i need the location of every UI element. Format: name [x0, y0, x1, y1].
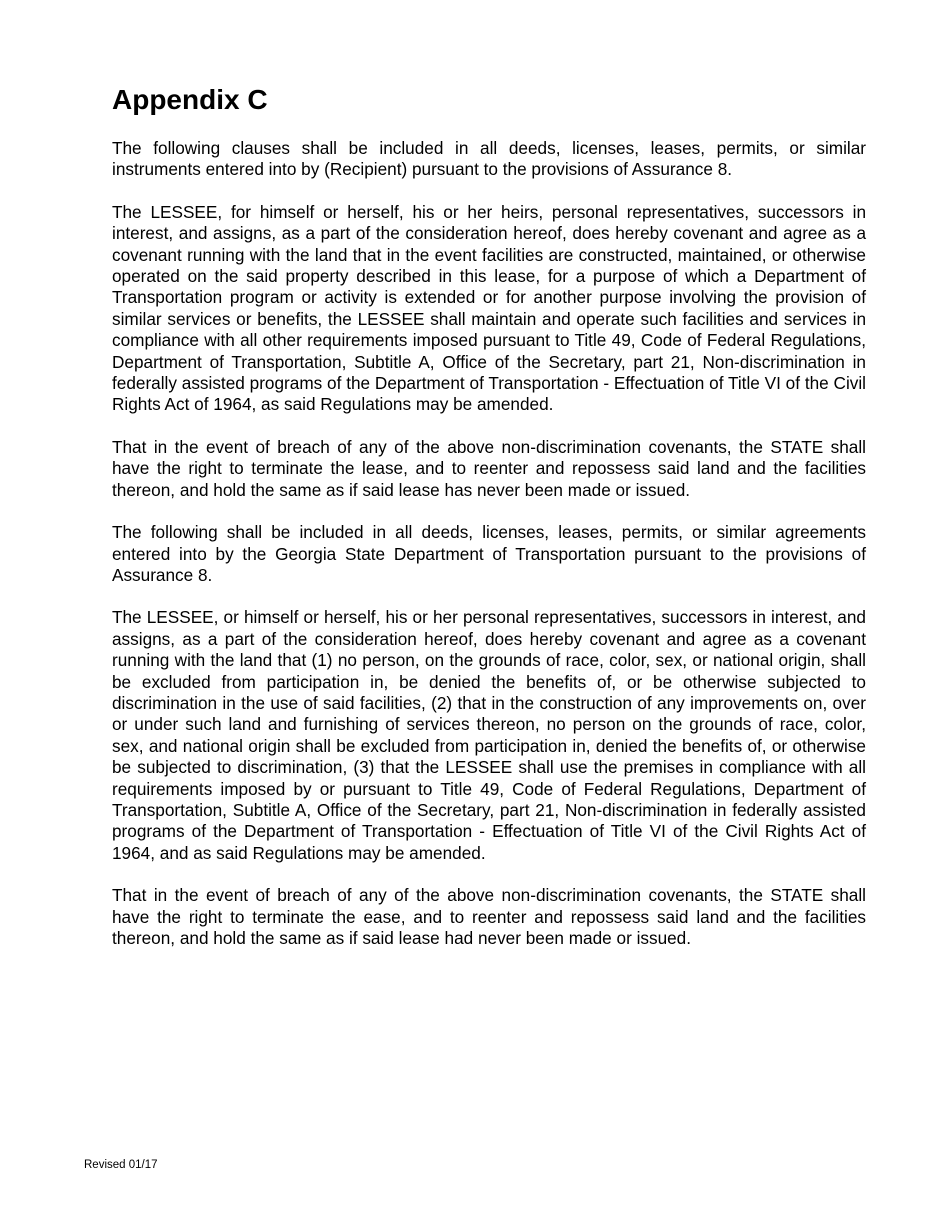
document-body [112, 82, 866, 970]
paragraph-intro-clauses: The following clauses shall be included in all deeds, licenses, leases, permits, or similar instruments entered into by (Recipient) pursuant to the provisions of Assurance 8. [112, 138, 866, 180]
paragraph-lessee-covenant-facilities: The LESSEE, for himself or herself, his or her heirs, personal representatives, successors in interest, and assigns, as a part of the consideration hereof, does hereby covenant and agree as a covenant running with the land that in the event facilities are constructed, maintained, or otherwise operated on the said property described in this lease, for a purpose of which a Department of Transportation program or activity is extended or for another purpose involving the provision of similar services or benefits, the LESSEE shall maintain and operate such facilities and services in compliance with all other requirements imposed pursuant to Title 49, Code of Federal Regulations, Department of Transportation, Subtitle A, Office of the Secretary, part 21, Non-discrimination in federally assisted programs of the Department of Transportation - Effectuation of Title VI of the Civil Rights Act of 1964, as said Regulations may be amended. [112, 201, 866, 415]
page-title: Appendix C [112, 84, 268, 115]
paragraph-intro-gdot: The following shall be included in all deeds, licenses, leases, permits, or similar agreements entered into by the Georgia State Department of Transportation pursuant to the provisions of Assurance 8. [112, 522, 866, 585]
paragraph-lessee-covenant-nondiscrimination: The LESSEE, or himself or herself, his or her personal representatives, successors in interest, and assigns, as a part of the consideration hereof, does hereby covenant and agree as a covenant running with the land that (1) no person, on the grounds of race, color, sex, or national origin, shall be excluded from participation in, be denied the benefits of, or be otherwise subjected to discrimination in the use of said facilities, (2) that in the construction of any improvements on, over or under such land and furnishing of services thereon, no person on the grounds of race, color, sex, and national origin shall be excluded from participation in, denied the benefits of, or otherwise be subjected to discrimination, (3) that the LESSEE shall use the premises in compliance with all requirements imposed by or pursuant to Title 49, Code of Federal Regulations, Department of Transportation, Subtitle A, Office of the Secretary, part 21, Non-discrimination in federally assisted programs of the Department of Transportation - Effectuation of Title VI of the Civil Rights Act of 1964, and as said Regulations may be amended. [112, 607, 866, 863]
revision-footer: Revised 01/17 [84, 1159, 158, 1171]
paragraph-breach-termination-1: That in the event of breach of any of the above non-discrimination covenants, the STATE shall have the right to terminate the lease, and to reenter and repossess said land and the facilities thereon, and hold the same as if said lease has never been made or issued. [112, 436, 866, 500]
paragraph-breach-termination-2: That in the event of breach of any of the above non-discrimination covenants, the STATE shall have the right to terminate the ease, and to reenter and repossess said land and the facilities thereon, and hold the same as if said lease had never been made or issued. [112, 885, 866, 948]
